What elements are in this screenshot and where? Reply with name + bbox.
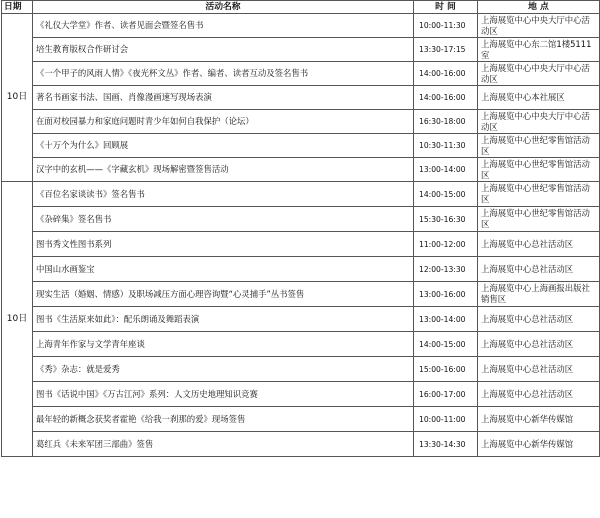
event-name: 《一个甲子的风雨人情》《夜光杯文丛》作者、编者、读者互动及签名售书 xyxy=(33,62,414,86)
event-name: 上海青年作家与文学青年座谈 xyxy=(33,332,414,357)
event-name: 《杂碎集》签名售书 xyxy=(33,207,414,232)
event-location: 上海展览中心本社展区 xyxy=(478,86,600,110)
table-row xyxy=(2,332,600,357)
table-row xyxy=(2,14,600,38)
event-time: 16:00-17:00 xyxy=(414,382,478,407)
event-name: 培生教育版权合作研讨会 xyxy=(33,38,414,62)
date-cell: 10日 xyxy=(2,182,33,457)
event-time: 15:00-16:00 xyxy=(414,357,478,382)
event-name: 汉字中的玄机——《字藏玄机》现场解密暨签售活动 xyxy=(33,158,414,182)
event-location: 上海展览中心总社活动区 xyxy=(478,332,600,357)
event-name: 图书《话说中国》《万古江河》系列：人文历史地理知识竞赛 xyxy=(33,382,414,407)
event-location: 上海展览中心总社活动区 xyxy=(478,382,600,407)
event-time: 13:30-14:30 xyxy=(414,432,478,457)
event-location: 上海展览中心总社活动区 xyxy=(478,232,600,257)
event-time: 13:00-14:00 xyxy=(414,158,478,182)
event-time: 13:00-14:00 xyxy=(414,307,478,332)
event-location: 上海展览中心世纪零售馆活动区 xyxy=(478,207,600,232)
event-location: 上海展览中心中央大厅中心活动区 xyxy=(478,14,600,38)
event-time: 10:00-11:30 xyxy=(414,14,478,38)
event-time: 14:00-15:00 xyxy=(414,182,478,207)
header-name: 活动名称 xyxy=(33,1,414,14)
table-row xyxy=(2,134,600,158)
event-location: 上海展览中心世纪零售馆活动区 xyxy=(478,158,600,182)
table-row xyxy=(2,432,600,457)
event-name: 图书秀文性图书系列 xyxy=(33,232,414,257)
event-location: 上海展览中心上海画报出版社销售区 xyxy=(478,282,600,307)
event-name: 葛红兵《未来军团三部曲》签售 xyxy=(33,432,414,457)
event-name: 中国山水画鉴宝 xyxy=(33,257,414,282)
event-time: 14:00-16:00 xyxy=(414,62,478,86)
event-time: 16:30-18:00 xyxy=(414,110,478,134)
header-time: 时 间 xyxy=(414,1,478,14)
event-time: 14:00-15:00 xyxy=(414,332,478,357)
table-row xyxy=(2,158,600,182)
table-row xyxy=(2,357,600,382)
header-date: 日期 xyxy=(2,1,33,14)
date-cell: 10日 xyxy=(2,14,33,182)
table-row xyxy=(2,232,600,257)
event-location: 上海展览中心世纪零售馆活动区 xyxy=(478,182,600,207)
table-row xyxy=(2,207,600,232)
table-row xyxy=(2,38,600,62)
table-row xyxy=(2,86,600,110)
header-row xyxy=(2,1,600,14)
event-location: 上海展览中心新华传媒馆 xyxy=(478,407,600,432)
event-name: 《礼仪大学堂》作者、读者见面会暨签名售书 xyxy=(33,14,414,38)
event-location: 上海展览中心总社活动区 xyxy=(478,307,600,332)
event-location: 上海展览中心中央大厅中心活动区 xyxy=(478,62,600,86)
event-name: 《百位名家谈读书》签名售书 xyxy=(33,182,414,207)
event-location: 上海展览中心总社活动区 xyxy=(478,257,600,282)
event-name: 最年轻的新概念获奖者霍艳《给我一刹那的爱》现场签售 xyxy=(33,407,414,432)
event-location: 上海展览中心世纪零售馆活动区 xyxy=(478,134,600,158)
event-time: 11:00-12:00 xyxy=(414,232,478,257)
table-row xyxy=(2,110,600,134)
event-time: 15:30-16:30 xyxy=(414,207,478,232)
table-row xyxy=(2,257,600,282)
table-row xyxy=(2,62,600,86)
event-name: 图书《生活原来如此》：配乐朗诵及舞蹈表演 xyxy=(33,307,414,332)
event-time: 14:00-16:00 xyxy=(414,86,478,110)
event-time: 10:30-11:30 xyxy=(414,134,478,158)
event-name: 在面对校园暴力和家庭问题时青少年如何自我保护（论坛） xyxy=(33,110,414,134)
event-name: 现实生活（婚姻、情感）及职场减压方面心理咨询暨“心灵捕手”丛书签售 xyxy=(33,282,414,307)
table-row xyxy=(2,407,600,432)
event-time: 13:00-16:00 xyxy=(414,282,478,307)
event-time: 13:30-17:15 xyxy=(414,38,478,62)
event-time: 10:00-11:00 xyxy=(414,407,478,432)
table-row xyxy=(2,182,600,207)
events-table xyxy=(1,0,600,457)
event-location: 上海展览中心新华传媒馆 xyxy=(478,432,600,457)
header-location: 地 点 xyxy=(478,1,600,14)
table-row xyxy=(2,282,600,307)
event-location: 上海展览中心中央大厅中心活动区 xyxy=(478,110,600,134)
table-row xyxy=(2,382,600,407)
event-time: 12:00-13:30 xyxy=(414,257,478,282)
event-name: 《十万个为什么》回顾展 xyxy=(33,134,414,158)
event-location: 上海展览中心东二馆1楼5111室 xyxy=(478,38,600,62)
event-name: 著名书画家书法、国画、肖像漫画速写现场表演 xyxy=(33,86,414,110)
event-location: 上海展览中心总社活动区 xyxy=(478,357,600,382)
table-row xyxy=(2,307,600,332)
event-name: 《秀》杂志：就是爱秀 xyxy=(33,357,414,382)
